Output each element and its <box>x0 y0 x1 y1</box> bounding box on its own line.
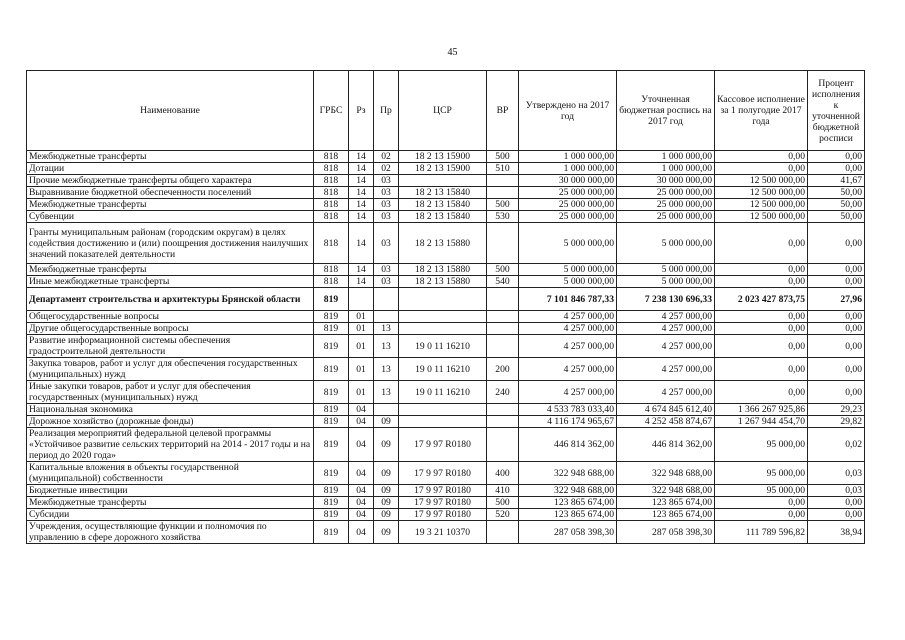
table-row <box>27 311 865 323</box>
table-row <box>27 485 865 497</box>
row-pr: 13 <box>374 323 399 335</box>
row-percent: 0,00 <box>808 358 865 381</box>
row-refined: 446 814 362,00 <box>617 428 715 462</box>
row-cash: 0,00 <box>715 358 808 381</box>
table-header-row <box>27 71 865 151</box>
row-cash: 0,00 <box>715 497 808 509</box>
row-grbs: 818 <box>314 163 349 175</box>
row-vr: 530 <box>487 211 519 223</box>
budget-table <box>26 70 865 544</box>
row-csr: 19 0 11 16210 <box>399 358 487 381</box>
row-cash: 95 000,00 <box>715 462 808 485</box>
row-vr: 500 <box>487 151 519 163</box>
row-vr <box>487 404 519 416</box>
row-approved: 4 257 000,00 <box>519 311 617 323</box>
row-vr: 240 <box>487 381 519 404</box>
row-approved: 7 101 846 787,33 <box>519 288 617 311</box>
row-grbs: 819 <box>314 311 349 323</box>
row-percent: 50,00 <box>808 199 865 211</box>
row-cash: 0,00 <box>715 311 808 323</box>
row-grbs: 818 <box>314 187 349 199</box>
row-name: Межбюджетные трансферты <box>27 497 314 509</box>
row-refined: 4 257 000,00 <box>617 323 715 335</box>
row-cash: 0,00 <box>715 381 808 404</box>
row-csr: 18 2 13 15900 <box>399 151 487 163</box>
row-vr <box>487 223 519 264</box>
row-csr: 19 3 21 10370 <box>399 521 487 544</box>
row-vr: 540 <box>487 276 519 288</box>
row-grbs: 819 <box>314 509 349 521</box>
row-name: Дорожное хозяйство (дорожные фонды) <box>27 416 314 428</box>
row-name: Субсидии <box>27 509 314 521</box>
header-csr: ЦСР <box>399 71 487 151</box>
row-rz: 14 <box>349 276 374 288</box>
row-csr: 17 9 97 R0180 <box>399 497 487 509</box>
row-percent: 41,67 <box>808 175 865 187</box>
row-name: Капитальные вложения в объекты государственной (муниципальной) собственности <box>27 462 314 485</box>
row-cash: 1 267 944 454,70 <box>715 416 808 428</box>
row-refined: 322 948 688,00 <box>617 462 715 485</box>
row-pr: 03 <box>374 264 399 276</box>
row-pr: 09 <box>374 462 399 485</box>
row-percent: 0,00 <box>808 509 865 521</box>
table-row <box>27 264 865 276</box>
row-cash: 1 366 267 925,86 <box>715 404 808 416</box>
row-refined: 287 058 398,30 <box>617 521 715 544</box>
row-name: Субвенции <box>27 211 314 223</box>
row-csr: 17 9 97 R0180 <box>399 428 487 462</box>
row-cash: 0,00 <box>715 276 808 288</box>
table-row <box>27 404 865 416</box>
table-row <box>27 323 865 335</box>
row-pr: 03 <box>374 211 399 223</box>
row-rz: 04 <box>349 462 374 485</box>
row-grbs: 819 <box>314 323 349 335</box>
row-name: Межбюджетные трансферты <box>27 264 314 276</box>
header-approved: Утверждено на 2017 год <box>519 71 617 151</box>
table-row <box>27 199 865 211</box>
row-rz: 04 <box>349 428 374 462</box>
row-approved: 5 000 000,00 <box>519 264 617 276</box>
row-name: Закупка товаров, работ и услуг для обеспечения государственных (муниципальных) нужд <box>27 358 314 381</box>
row-grbs: 819 <box>314 404 349 416</box>
row-approved: 322 948 688,00 <box>519 485 617 497</box>
row-name: Развитие информационной системы обеспечения градостроительной деятельности <box>27 335 314 358</box>
table-row <box>27 187 865 199</box>
row-cash: 12 500 000,00 <box>715 211 808 223</box>
row-percent: 29,23 <box>808 404 865 416</box>
row-pr: 03 <box>374 199 399 211</box>
row-name: Иные межбюджетные трансферты <box>27 276 314 288</box>
table-row <box>27 211 865 223</box>
row-vr <box>487 428 519 462</box>
row-rz: 14 <box>349 199 374 211</box>
row-percent: 0,00 <box>808 323 865 335</box>
row-cash: 0,00 <box>715 163 808 175</box>
row-name: Гранты муниципальным районам (городским округам) в целях содействия достижению и (или) поощрения достижения наилучших значений показателей деятельности <box>27 223 314 264</box>
row-pr <box>374 404 399 416</box>
row-pr: 09 <box>374 497 399 509</box>
header-refined: Уточненная бюджетная роспись на 2017 год <box>617 71 715 151</box>
row-grbs: 819 <box>314 485 349 497</box>
row-csr: 18 2 13 15880 <box>399 264 487 276</box>
row-grbs: 818 <box>314 211 349 223</box>
table-row <box>27 223 865 264</box>
row-refined: 4 257 000,00 <box>617 381 715 404</box>
row-approved: 4 257 000,00 <box>519 323 617 335</box>
row-refined: 123 865 674,00 <box>617 509 715 521</box>
row-percent: 0,00 <box>808 335 865 358</box>
table-row <box>27 428 865 462</box>
row-rz: 01 <box>349 358 374 381</box>
row-grbs: 818 <box>314 276 349 288</box>
row-refined: 7 238 130 696,33 <box>617 288 715 311</box>
row-percent: 0,00 <box>808 264 865 276</box>
row-csr: 17 9 97 R0180 <box>399 509 487 521</box>
row-pr: 03 <box>374 276 399 288</box>
row-percent: 0,00 <box>808 151 865 163</box>
row-name: Межбюджетные трансферты <box>27 151 314 163</box>
row-vr <box>487 187 519 199</box>
row-approved: 5 000 000,00 <box>519 223 617 264</box>
row-refined: 5 000 000,00 <box>617 264 715 276</box>
header-percent: Процент исполнения к уточненной бюджетной росписи <box>808 71 865 151</box>
row-approved: 25 000 000,00 <box>519 211 617 223</box>
row-approved: 446 814 362,00 <box>519 428 617 462</box>
row-rz: 14 <box>349 187 374 199</box>
row-rz: 14 <box>349 211 374 223</box>
row-name: Общегосударственные вопросы <box>27 311 314 323</box>
table-row <box>27 335 865 358</box>
row-name: Дотации <box>27 163 314 175</box>
row-pr: 09 <box>374 509 399 521</box>
row-percent: 50,00 <box>808 187 865 199</box>
row-csr: 18 2 13 15840 <box>399 199 487 211</box>
row-vr <box>487 288 519 311</box>
row-vr <box>487 311 519 323</box>
row-refined: 4 674 845 612,40 <box>617 404 715 416</box>
page-number: 45 <box>447 47 458 58</box>
row-vr: 520 <box>487 509 519 521</box>
row-pr: 09 <box>374 521 399 544</box>
row-grbs: 818 <box>314 175 349 187</box>
table-row <box>27 381 865 404</box>
row-percent: 0,00 <box>808 381 865 404</box>
row-rz: 01 <box>349 335 374 358</box>
row-grbs: 819 <box>314 288 349 311</box>
row-vr: 500 <box>487 497 519 509</box>
row-name: Учреждения, осуществляющие функции и полномочия по управлению в сфере дорожного хозяйства <box>27 521 314 544</box>
row-vr: 410 <box>487 485 519 497</box>
header-grbs: ГРБС <box>314 71 349 151</box>
table-row <box>27 521 865 544</box>
row-refined: 5 000 000,00 <box>617 223 715 264</box>
row-csr: 19 0 11 16210 <box>399 335 487 358</box>
row-csr: 18 2 13 15880 <box>399 223 487 264</box>
row-approved: 4 257 000,00 <box>519 358 617 381</box>
row-refined: 123 865 674,00 <box>617 497 715 509</box>
row-grbs: 818 <box>314 151 349 163</box>
table-row <box>27 276 865 288</box>
table-row <box>27 358 865 381</box>
row-approved: 4 533 783 033,40 <box>519 404 617 416</box>
row-grbs: 819 <box>314 462 349 485</box>
row-cash: 0,00 <box>715 151 808 163</box>
row-percent: 0,03 <box>808 462 865 485</box>
row-rz: 04 <box>349 497 374 509</box>
row-grbs: 819 <box>314 416 349 428</box>
row-approved: 322 948 688,00 <box>519 462 617 485</box>
row-vr: 400 <box>487 462 519 485</box>
table-row <box>27 175 865 187</box>
row-refined: 30 000 000,00 <box>617 175 715 187</box>
row-rz: 01 <box>349 381 374 404</box>
row-grbs: 818 <box>314 264 349 276</box>
row-csr <box>399 404 487 416</box>
row-pr: 02 <box>374 151 399 163</box>
row-percent: 27,96 <box>808 288 865 311</box>
row-pr: 02 <box>374 163 399 175</box>
row-grbs: 819 <box>314 428 349 462</box>
row-percent: 0,00 <box>808 497 865 509</box>
row-name: Бюджетные инвестиции <box>27 485 314 497</box>
row-rz <box>349 288 374 311</box>
row-refined: 4 257 000,00 <box>617 358 715 381</box>
row-vr: 500 <box>487 199 519 211</box>
row-name: Выравнивание бюджетной обеспеченности поселений <box>27 187 314 199</box>
row-refined: 5 000 000,00 <box>617 276 715 288</box>
row-grbs: 819 <box>314 358 349 381</box>
row-refined: 1 000 000,00 <box>617 163 715 175</box>
row-csr: 18 2 13 15840 <box>399 187 487 199</box>
row-pr: 03 <box>374 187 399 199</box>
row-approved: 4 116 174 965,67 <box>519 416 617 428</box>
row-pr: 13 <box>374 381 399 404</box>
row-csr: 18 2 13 15840 <box>399 211 487 223</box>
table-row <box>27 509 865 521</box>
header-name: Наименование <box>27 71 314 151</box>
row-approved: 123 865 674,00 <box>519 497 617 509</box>
header-cash: Кассовое исполнение за 1 полугодие 2017 года <box>715 71 808 151</box>
row-pr: 09 <box>374 416 399 428</box>
row-rz: 14 <box>349 223 374 264</box>
row-approved: 287 058 398,30 <box>519 521 617 544</box>
table-row <box>27 416 865 428</box>
row-name: Прочие межбюджетные трансферты общего характера <box>27 175 314 187</box>
row-rz: 01 <box>349 323 374 335</box>
row-cash: 0,00 <box>715 223 808 264</box>
row-vr <box>487 416 519 428</box>
row-pr: 03 <box>374 175 399 187</box>
row-refined: 4 257 000,00 <box>617 335 715 358</box>
table-row <box>27 163 865 175</box>
header-vr: ВР <box>487 71 519 151</box>
row-rz: 04 <box>349 521 374 544</box>
row-percent: 0,00 <box>808 311 865 323</box>
row-grbs: 819 <box>314 521 349 544</box>
row-approved: 5 000 000,00 <box>519 276 617 288</box>
row-grbs: 819 <box>314 497 349 509</box>
row-vr: 200 <box>487 358 519 381</box>
row-percent: 0,00 <box>808 276 865 288</box>
table-row <box>27 288 865 311</box>
row-refined: 1 000 000,00 <box>617 151 715 163</box>
row-percent: 38,94 <box>808 521 865 544</box>
row-pr <box>374 311 399 323</box>
row-refined: 25 000 000,00 <box>617 199 715 211</box>
row-cash: 95 000,00 <box>715 428 808 462</box>
row-csr: 18 2 13 15900 <box>399 163 487 175</box>
row-refined: 4 252 458 874,67 <box>617 416 715 428</box>
row-refined: 322 948 688,00 <box>617 485 715 497</box>
row-percent: 0,03 <box>808 485 865 497</box>
row-approved: 123 865 674,00 <box>519 509 617 521</box>
row-name: Национальная экономика <box>27 404 314 416</box>
row-vr <box>487 521 519 544</box>
row-rz: 01 <box>349 311 374 323</box>
row-cash: 0,00 <box>715 323 808 335</box>
row-rz: 04 <box>349 485 374 497</box>
row-name: Иные закупки товаров, работ и услуг для обеспечения государственных (муниципальных) нужд <box>27 381 314 404</box>
table-row <box>27 462 865 485</box>
row-vr: 500 <box>487 264 519 276</box>
row-name: Межбюджетные трансферты <box>27 199 314 211</box>
row-csr <box>399 323 487 335</box>
row-approved: 30 000 000,00 <box>519 175 617 187</box>
row-pr: 09 <box>374 428 399 462</box>
header-pr: Пр <box>374 71 399 151</box>
row-refined: 25 000 000,00 <box>617 211 715 223</box>
row-grbs: 819 <box>314 381 349 404</box>
row-name: Реализация мероприятий федеральной целевой программы «Устойчивое развитие сельских территорий на 2014 - 2017 годы и на период до 2020 года» <box>27 428 314 462</box>
row-approved: 4 257 000,00 <box>519 335 617 358</box>
row-refined: 4 257 000,00 <box>617 311 715 323</box>
row-vr: 510 <box>487 163 519 175</box>
header-rz: Рз <box>349 71 374 151</box>
row-csr: 17 9 97 R0180 <box>399 485 487 497</box>
row-cash: 2 023 427 873,75 <box>715 288 808 311</box>
row-rz: 04 <box>349 509 374 521</box>
row-rz: 14 <box>349 175 374 187</box>
row-csr <box>399 416 487 428</box>
row-pr: 13 <box>374 358 399 381</box>
row-cash: 111 789 596,82 <box>715 521 808 544</box>
row-rz: 04 <box>349 416 374 428</box>
row-percent: 29,82 <box>808 416 865 428</box>
row-csr: 17 9 97 R0180 <box>399 462 487 485</box>
row-name: Другие общегосударственные вопросы <box>27 323 314 335</box>
table-row <box>27 497 865 509</box>
row-grbs: 818 <box>314 199 349 211</box>
row-cash: 0,00 <box>715 335 808 358</box>
row-pr: 03 <box>374 223 399 264</box>
row-csr <box>399 311 487 323</box>
row-cash: 12 500 000,00 <box>715 175 808 187</box>
row-approved: 1 000 000,00 <box>519 151 617 163</box>
row-rz: 04 <box>349 404 374 416</box>
row-vr <box>487 335 519 358</box>
row-percent: 0,02 <box>808 428 865 462</box>
table-row <box>27 151 865 163</box>
row-csr <box>399 175 487 187</box>
row-approved: 25 000 000,00 <box>519 199 617 211</box>
row-rz: 14 <box>349 151 374 163</box>
row-vr <box>487 175 519 187</box>
row-percent: 0,00 <box>808 223 865 264</box>
row-csr: 18 2 13 15880 <box>399 276 487 288</box>
row-percent: 0,00 <box>808 163 865 175</box>
row-cash: 0,00 <box>715 264 808 276</box>
row-csr <box>399 288 487 311</box>
row-cash: 0,00 <box>715 509 808 521</box>
row-refined: 25 000 000,00 <box>617 187 715 199</box>
row-name: Департамент строительства и архитектуры Брянской области <box>27 288 314 311</box>
row-grbs: 818 <box>314 223 349 264</box>
row-grbs: 819 <box>314 335 349 358</box>
row-percent: 50,00 <box>808 211 865 223</box>
row-cash: 12 500 000,00 <box>715 199 808 211</box>
row-vr <box>487 323 519 335</box>
row-pr: 09 <box>374 485 399 497</box>
row-approved: 25 000 000,00 <box>519 187 617 199</box>
row-pr <box>374 288 399 311</box>
row-approved: 1 000 000,00 <box>519 163 617 175</box>
row-rz: 14 <box>349 264 374 276</box>
row-rz: 14 <box>349 163 374 175</box>
row-cash: 95 000,00 <box>715 485 808 497</box>
row-cash: 12 500 000,00 <box>715 187 808 199</box>
row-csr: 19 0 11 16210 <box>399 381 487 404</box>
row-approved: 4 257 000,00 <box>519 381 617 404</box>
row-pr: 13 <box>374 335 399 358</box>
